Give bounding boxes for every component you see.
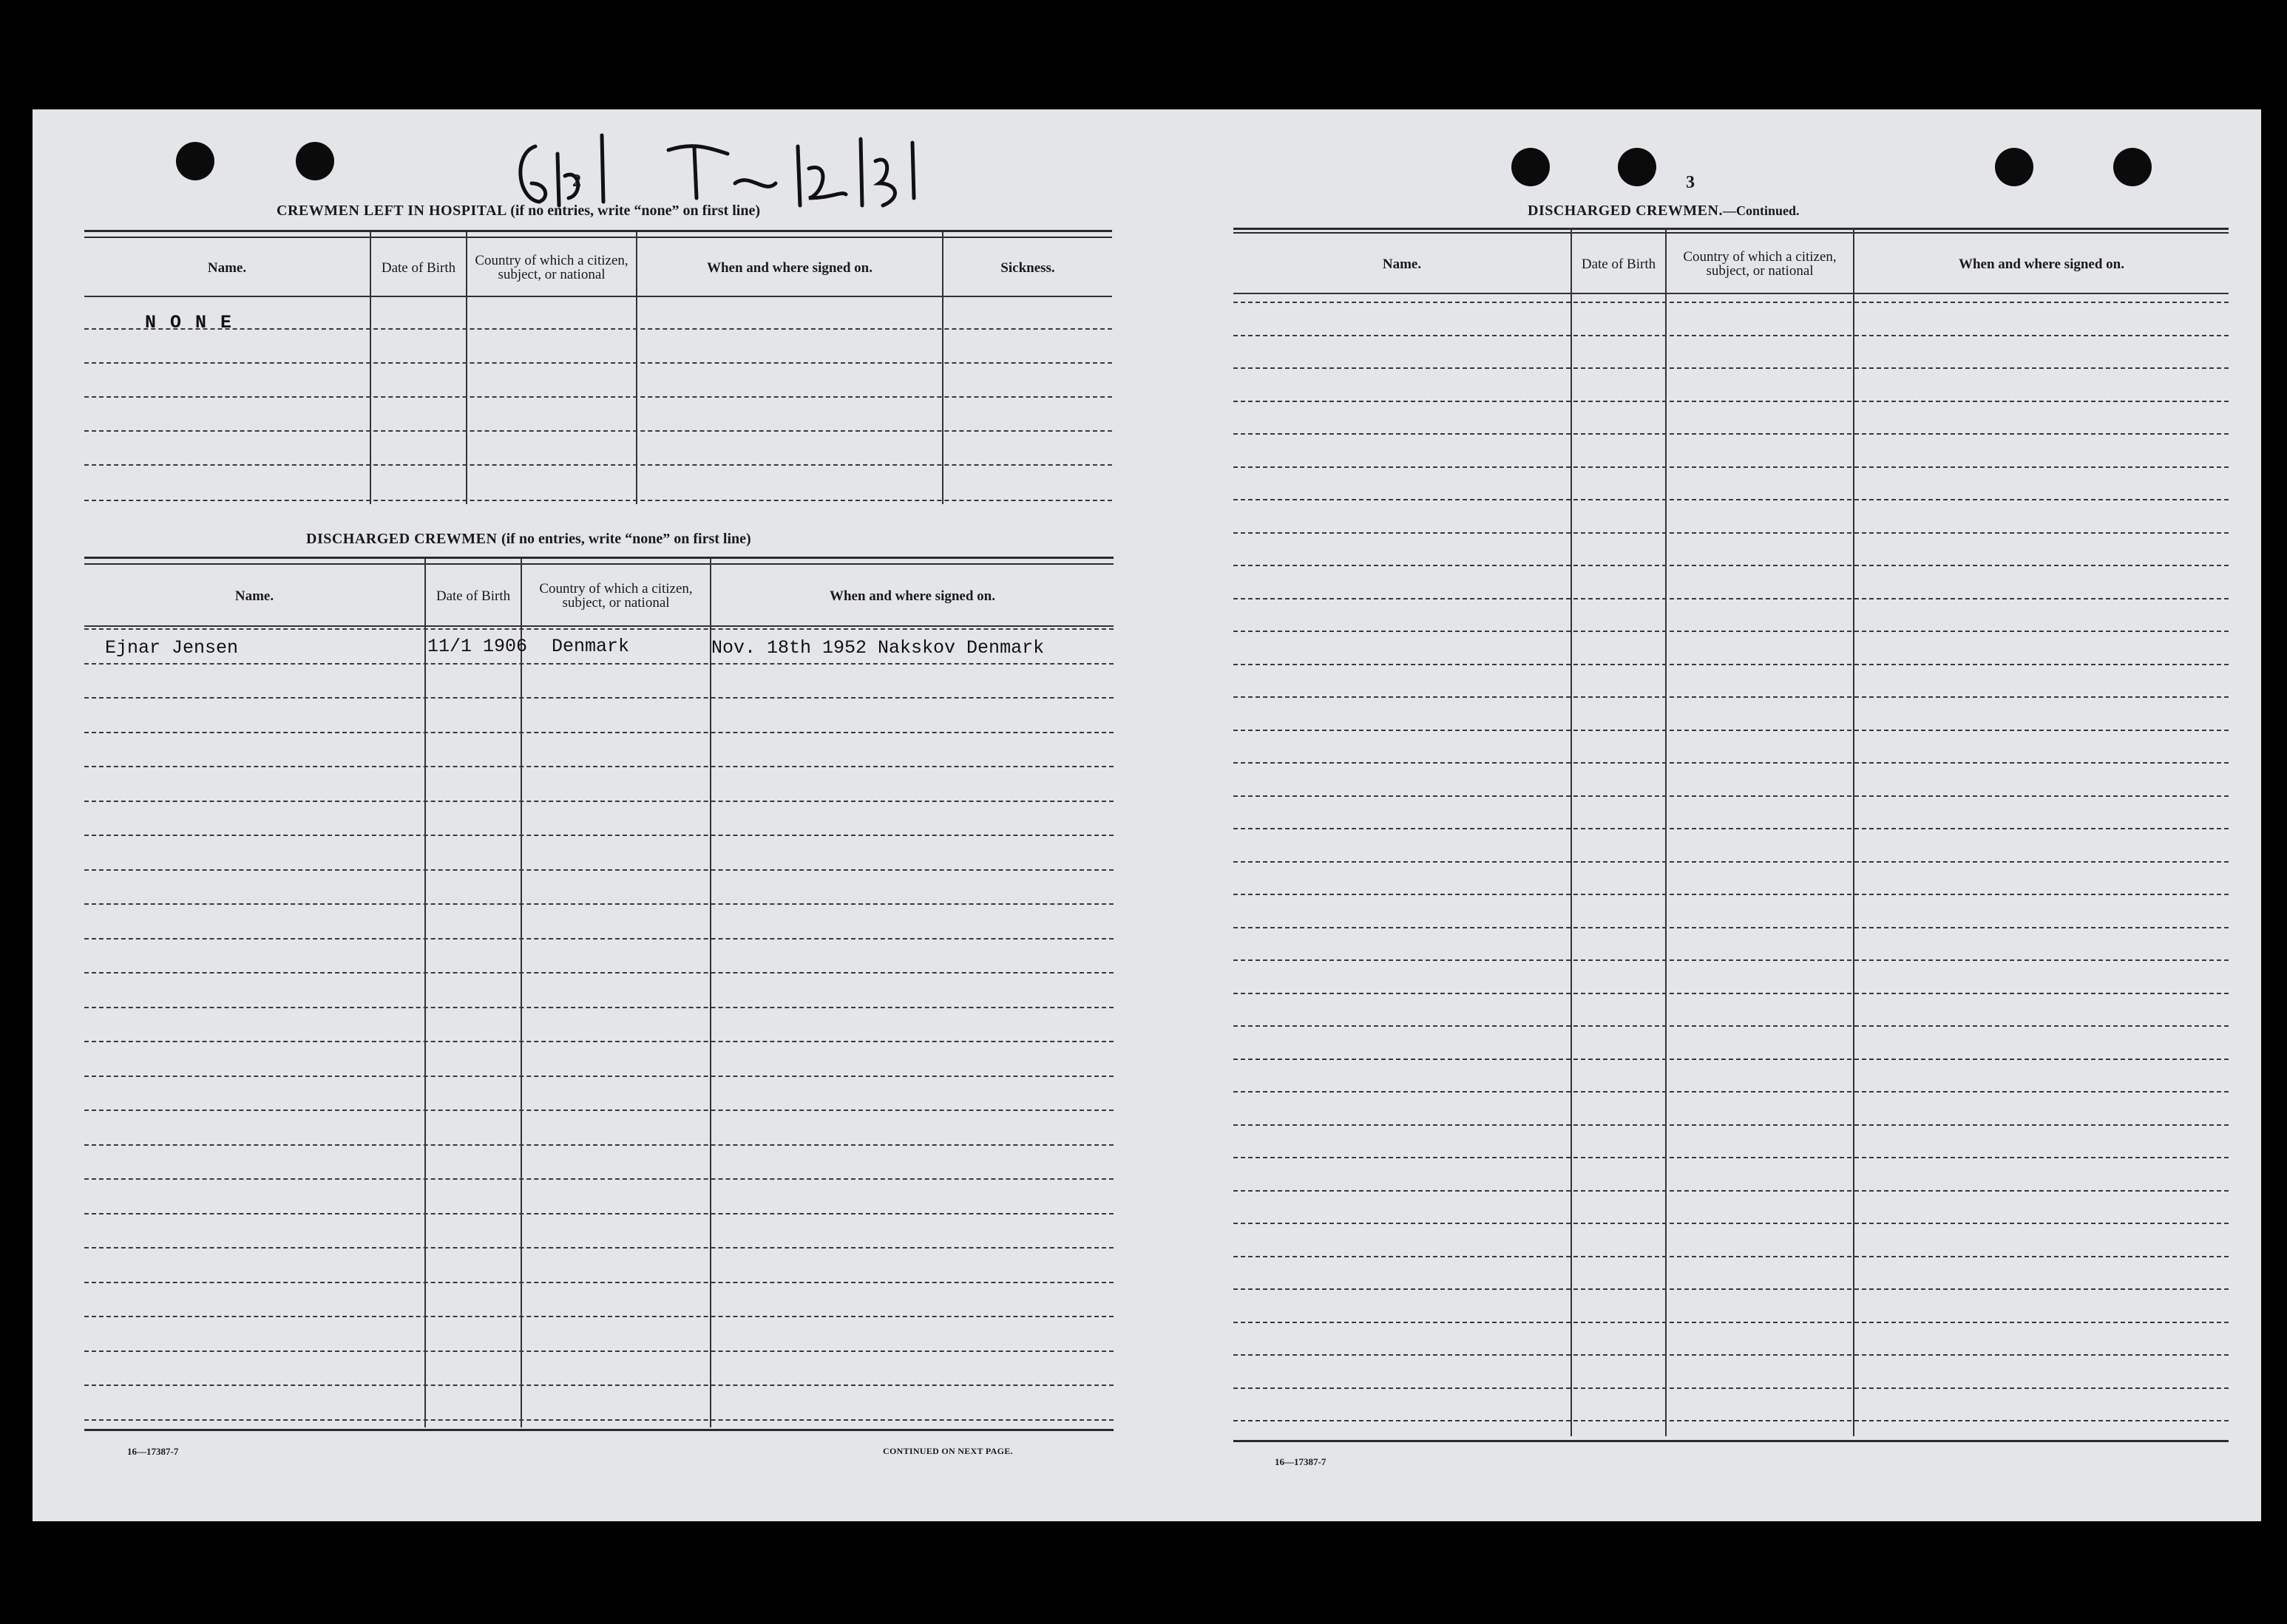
table-row — [84, 697, 1114, 699]
discharged-table-header — [84, 566, 1114, 627]
table-row — [84, 663, 1114, 665]
table-row — [1233, 565, 2229, 566]
crewman-dob: 11/1 1906 — [427, 636, 528, 657]
table-row — [84, 1007, 1114, 1008]
discharged-continued-header — [1233, 235, 2229, 294]
punch-hole — [296, 142, 334, 180]
hospital-entry-none: N O N E — [145, 312, 234, 333]
table-row — [84, 835, 1114, 836]
table-row — [84, 1282, 1114, 1283]
table-row — [1233, 532, 2229, 534]
table-row — [84, 801, 1114, 802]
table-row — [84, 766, 1114, 767]
table-row — [1233, 1124, 2229, 1126]
table-row — [1233, 894, 2229, 895]
table-row — [1233, 1059, 2229, 1060]
discharged-continued-title — [1528, 203, 1800, 220]
column-header-signed-on: When and where signed on. — [1958, 256, 2124, 272]
table-row — [1233, 1288, 2229, 1290]
crewman-name: Ejnar Jensen — [105, 637, 239, 659]
table-row — [84, 1178, 1114, 1180]
column-header-dob: Date of Birth — [1581, 256, 1656, 272]
table-row — [1233, 302, 2229, 303]
table-row — [84, 1350, 1114, 1352]
column-header-name: Name. — [1382, 256, 1422, 272]
table-row — [1233, 631, 2229, 632]
table-row — [1233, 664, 2229, 665]
table-row — [1233, 828, 2229, 829]
column-header-signed-on: When and where signed on. — [706, 259, 873, 276]
table-row — [1233, 1025, 2229, 1027]
discharged-continued-table — [1233, 228, 2229, 1558]
table-row — [1233, 1387, 2229, 1389]
table-row — [84, 1144, 1114, 1146]
table-row — [1233, 1091, 2229, 1093]
discharged-section-heading: DISCHARGED CREWMEN — [306, 531, 498, 547]
form-code: 16—17387-7 — [1275, 1456, 1327, 1467]
column-header-signed-on: When and where signed on. — [829, 588, 995, 604]
punch-hole — [1511, 148, 1550, 186]
discharged-continued-heading: DISCHARGED CREWMEN. — [1528, 203, 1723, 219]
table-row — [1233, 1256, 2229, 1257]
hospital-section-instruction: (if no entries, write “none” on first line) — [510, 203, 760, 219]
column-header-country: Country of which a citizen, subject, or national — [1683, 249, 1837, 279]
page-number: 3 — [1686, 173, 1695, 192]
table-row — [84, 328, 1112, 330]
table-row — [84, 430, 1112, 432]
table-row — [1233, 335, 2229, 336]
column-header-dob: Date of Birth — [381, 259, 456, 276]
column-header-country: Country of which a citizen, subject, or national — [539, 581, 693, 611]
column-header-dob: Date of Birth — [436, 588, 511, 604]
left-page — [33, 109, 1142, 1521]
hospital-section-heading: CREWMEN LEFT IN HOSPITAL — [277, 203, 506, 219]
crewman-country: Denmark — [552, 636, 630, 657]
hospital-section-title — [277, 203, 760, 220]
column-header-name: Name. — [207, 259, 247, 276]
punch-hole — [176, 142, 214, 180]
table-row — [84, 1247, 1114, 1248]
table-row — [84, 1213, 1114, 1214]
table-row — [1233, 762, 2229, 764]
table-row — [1233, 1157, 2229, 1158]
table-row — [84, 1110, 1114, 1111]
discharged-section-title — [306, 531, 751, 548]
table-row — [84, 1419, 1114, 1421]
table-row — [84, 464, 1112, 466]
table-row — [84, 869, 1114, 871]
table-row — [1233, 1223, 2229, 1224]
page-number: 2 — [572, 171, 581, 191]
punch-hole — [2113, 148, 2152, 186]
table-row — [1233, 433, 2229, 435]
table-row — [1233, 598, 2229, 599]
table-row — [1233, 1322, 2229, 1323]
table-row — [84, 972, 1114, 974]
table-row — [1233, 1190, 2229, 1192]
table-row — [1233, 401, 2229, 402]
discharged-continued-suffix: —Continued. — [1722, 203, 1800, 218]
hospital-table — [84, 230, 1112, 506]
column-header-name: Name. — [234, 588, 274, 604]
table-row — [1233, 959, 2229, 961]
table-row — [84, 1076, 1114, 1077]
table-row — [1233, 861, 2229, 863]
form-code: 16—17387-7 — [127, 1446, 179, 1457]
table-row — [1233, 795, 2229, 797]
hospital-table-header — [84, 239, 1112, 297]
continued-note: CONTINUED ON NEXT PAGE. — [883, 1446, 1013, 1456]
table-row — [1233, 993, 2229, 994]
table-row — [84, 362, 1112, 364]
document-sheet — [33, 109, 2261, 1521]
table-row — [84, 732, 1114, 733]
table-row — [1233, 730, 2229, 731]
table-row — [1233, 696, 2229, 698]
table-row — [84, 1041, 1114, 1042]
table-row — [1233, 1420, 2229, 1421]
discharged-table — [84, 557, 1114, 1427]
table-row — [1233, 367, 2229, 369]
table-row — [84, 903, 1114, 905]
punch-hole — [1995, 148, 2033, 186]
table-row — [1233, 927, 2229, 928]
table-row — [1233, 1354, 2229, 1356]
punch-hole — [1618, 148, 1656, 186]
right-page — [1164, 109, 2261, 1521]
table-row — [84, 1385, 1114, 1386]
discharged-section-instruction: (if no entries, write “none” on first line) — [501, 531, 751, 547]
table-row — [1233, 499, 2229, 500]
table-row — [84, 938, 1114, 940]
column-header-country: Country of which a citizen, subject, or national — [475, 253, 628, 282]
table-row — [84, 396, 1112, 398]
table-row — [84, 628, 1114, 630]
table-row — [84, 500, 1112, 501]
table-row — [84, 1316, 1114, 1317]
table-row — [1233, 466, 2229, 468]
crewman-signed-on: Nov. 18th 1952 Nakskov Denmark — [711, 637, 1045, 659]
column-header-sickness: Sickness. — [1000, 259, 1055, 276]
